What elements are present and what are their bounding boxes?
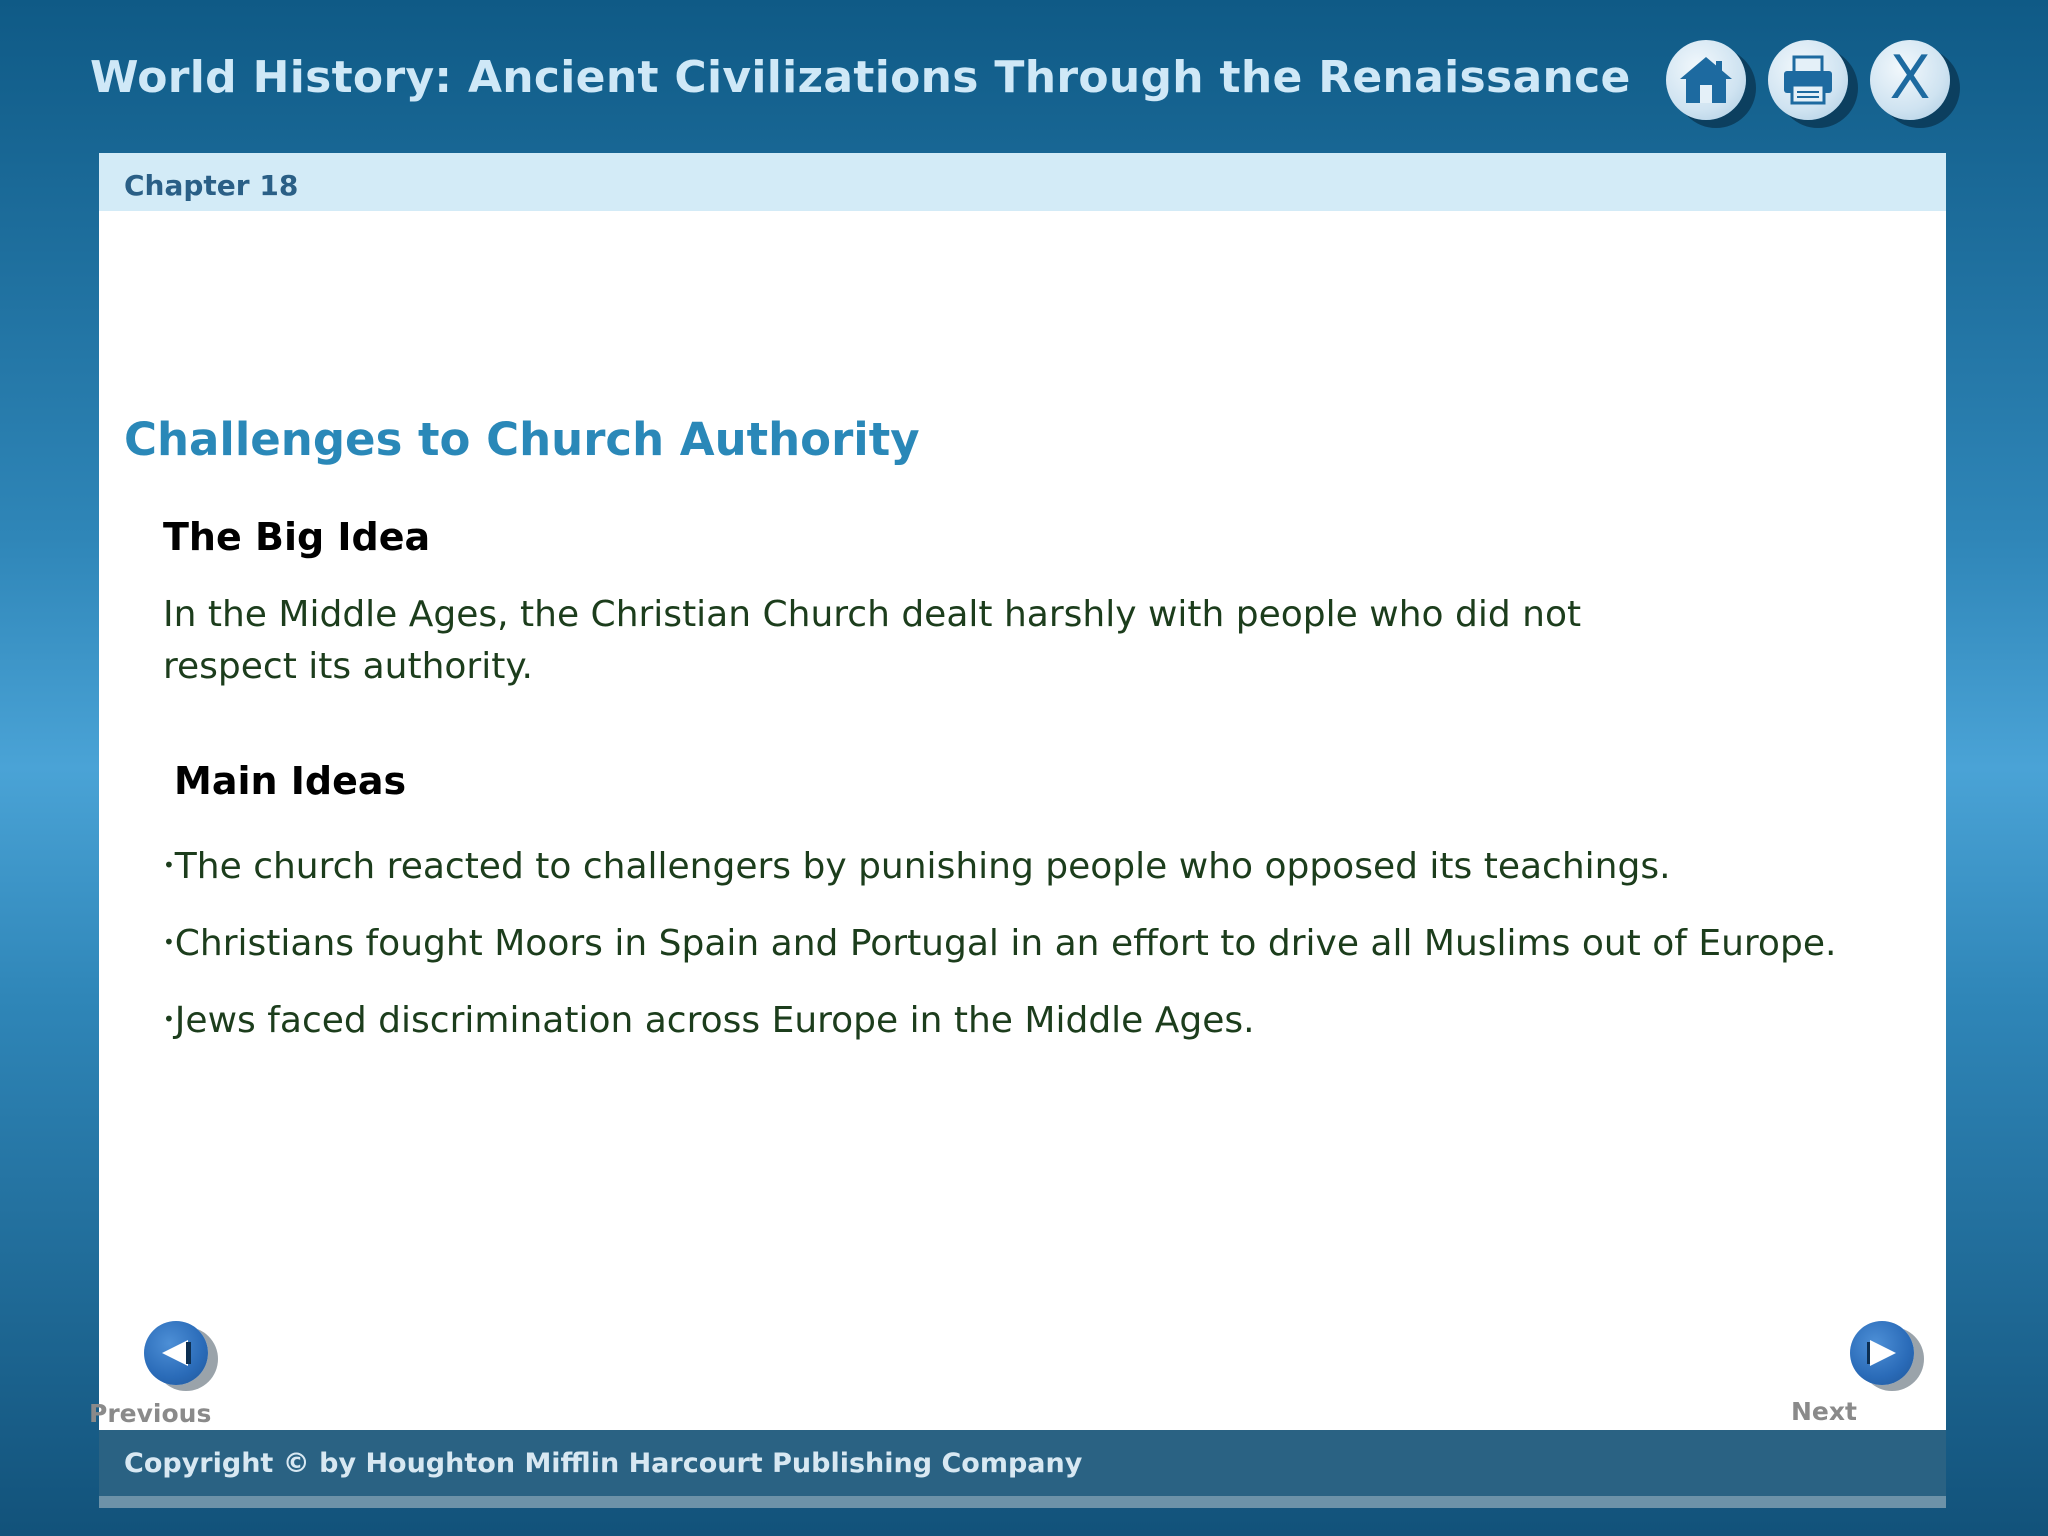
main-idea-text: Jews faced discrimination across Europe in the Middle Ages.	[174, 1000, 1255, 1041]
main-idea-item	[163, 995, 1903, 1047]
main-idea-item	[163, 918, 1903, 970]
printer-icon	[1780, 53, 1836, 107]
close-button[interactable]	[1870, 40, 1950, 120]
content-panel	[89, 153, 1946, 1508]
app-title: World History: Ancient Civilizations Through the Renaissance	[90, 52, 1631, 103]
copyright-text: Copyright © by Houghton Mifflin Harcourt Publishing Company	[124, 1448, 1083, 1479]
main-ideas-list	[163, 841, 1903, 1072]
previous-button[interactable]	[144, 1321, 208, 1385]
next-label[interactable]: Next	[1791, 1397, 1857, 1426]
home-button[interactable]	[1666, 40, 1746, 120]
big-idea-text: In the Middle Ages, the Christian Church dealt harshly with people who did not respect its authority.	[163, 594, 1582, 687]
main-idea-text: Christians fought Moors in Spain and Portugal in an effort to drive all Muslims out of Europe.	[174, 923, 1837, 964]
main-idea-item	[163, 841, 1903, 893]
close-icon: X	[1889, 43, 1931, 113]
arrow-right-icon	[1864, 1338, 1900, 1368]
home-icon	[1678, 53, 1734, 107]
chapter-label: Chapter 18	[124, 169, 299, 202]
main-idea-text: The church reacted to challengers by punishing people who opposed its teachings.	[174, 846, 1671, 887]
bullet-icon: •	[163, 930, 175, 954]
main-ideas-heading: Main Ideas	[174, 759, 407, 803]
print-button[interactable]	[1768, 40, 1848, 120]
bullet-icon: •	[163, 1007, 175, 1031]
previous-label[interactable]: Previous	[89, 1399, 212, 1428]
next-button[interactable]	[1850, 1321, 1914, 1385]
section-title: Challenges to Church Authority	[124, 413, 920, 466]
footer	[99, 1430, 1946, 1496]
big-idea-heading: The Big Idea	[163, 515, 431, 559]
arrow-left-icon	[158, 1338, 194, 1368]
bullet-icon: •	[163, 853, 175, 877]
footer-strip	[99, 1496, 1946, 1508]
chapter-bar	[99, 153, 1946, 211]
